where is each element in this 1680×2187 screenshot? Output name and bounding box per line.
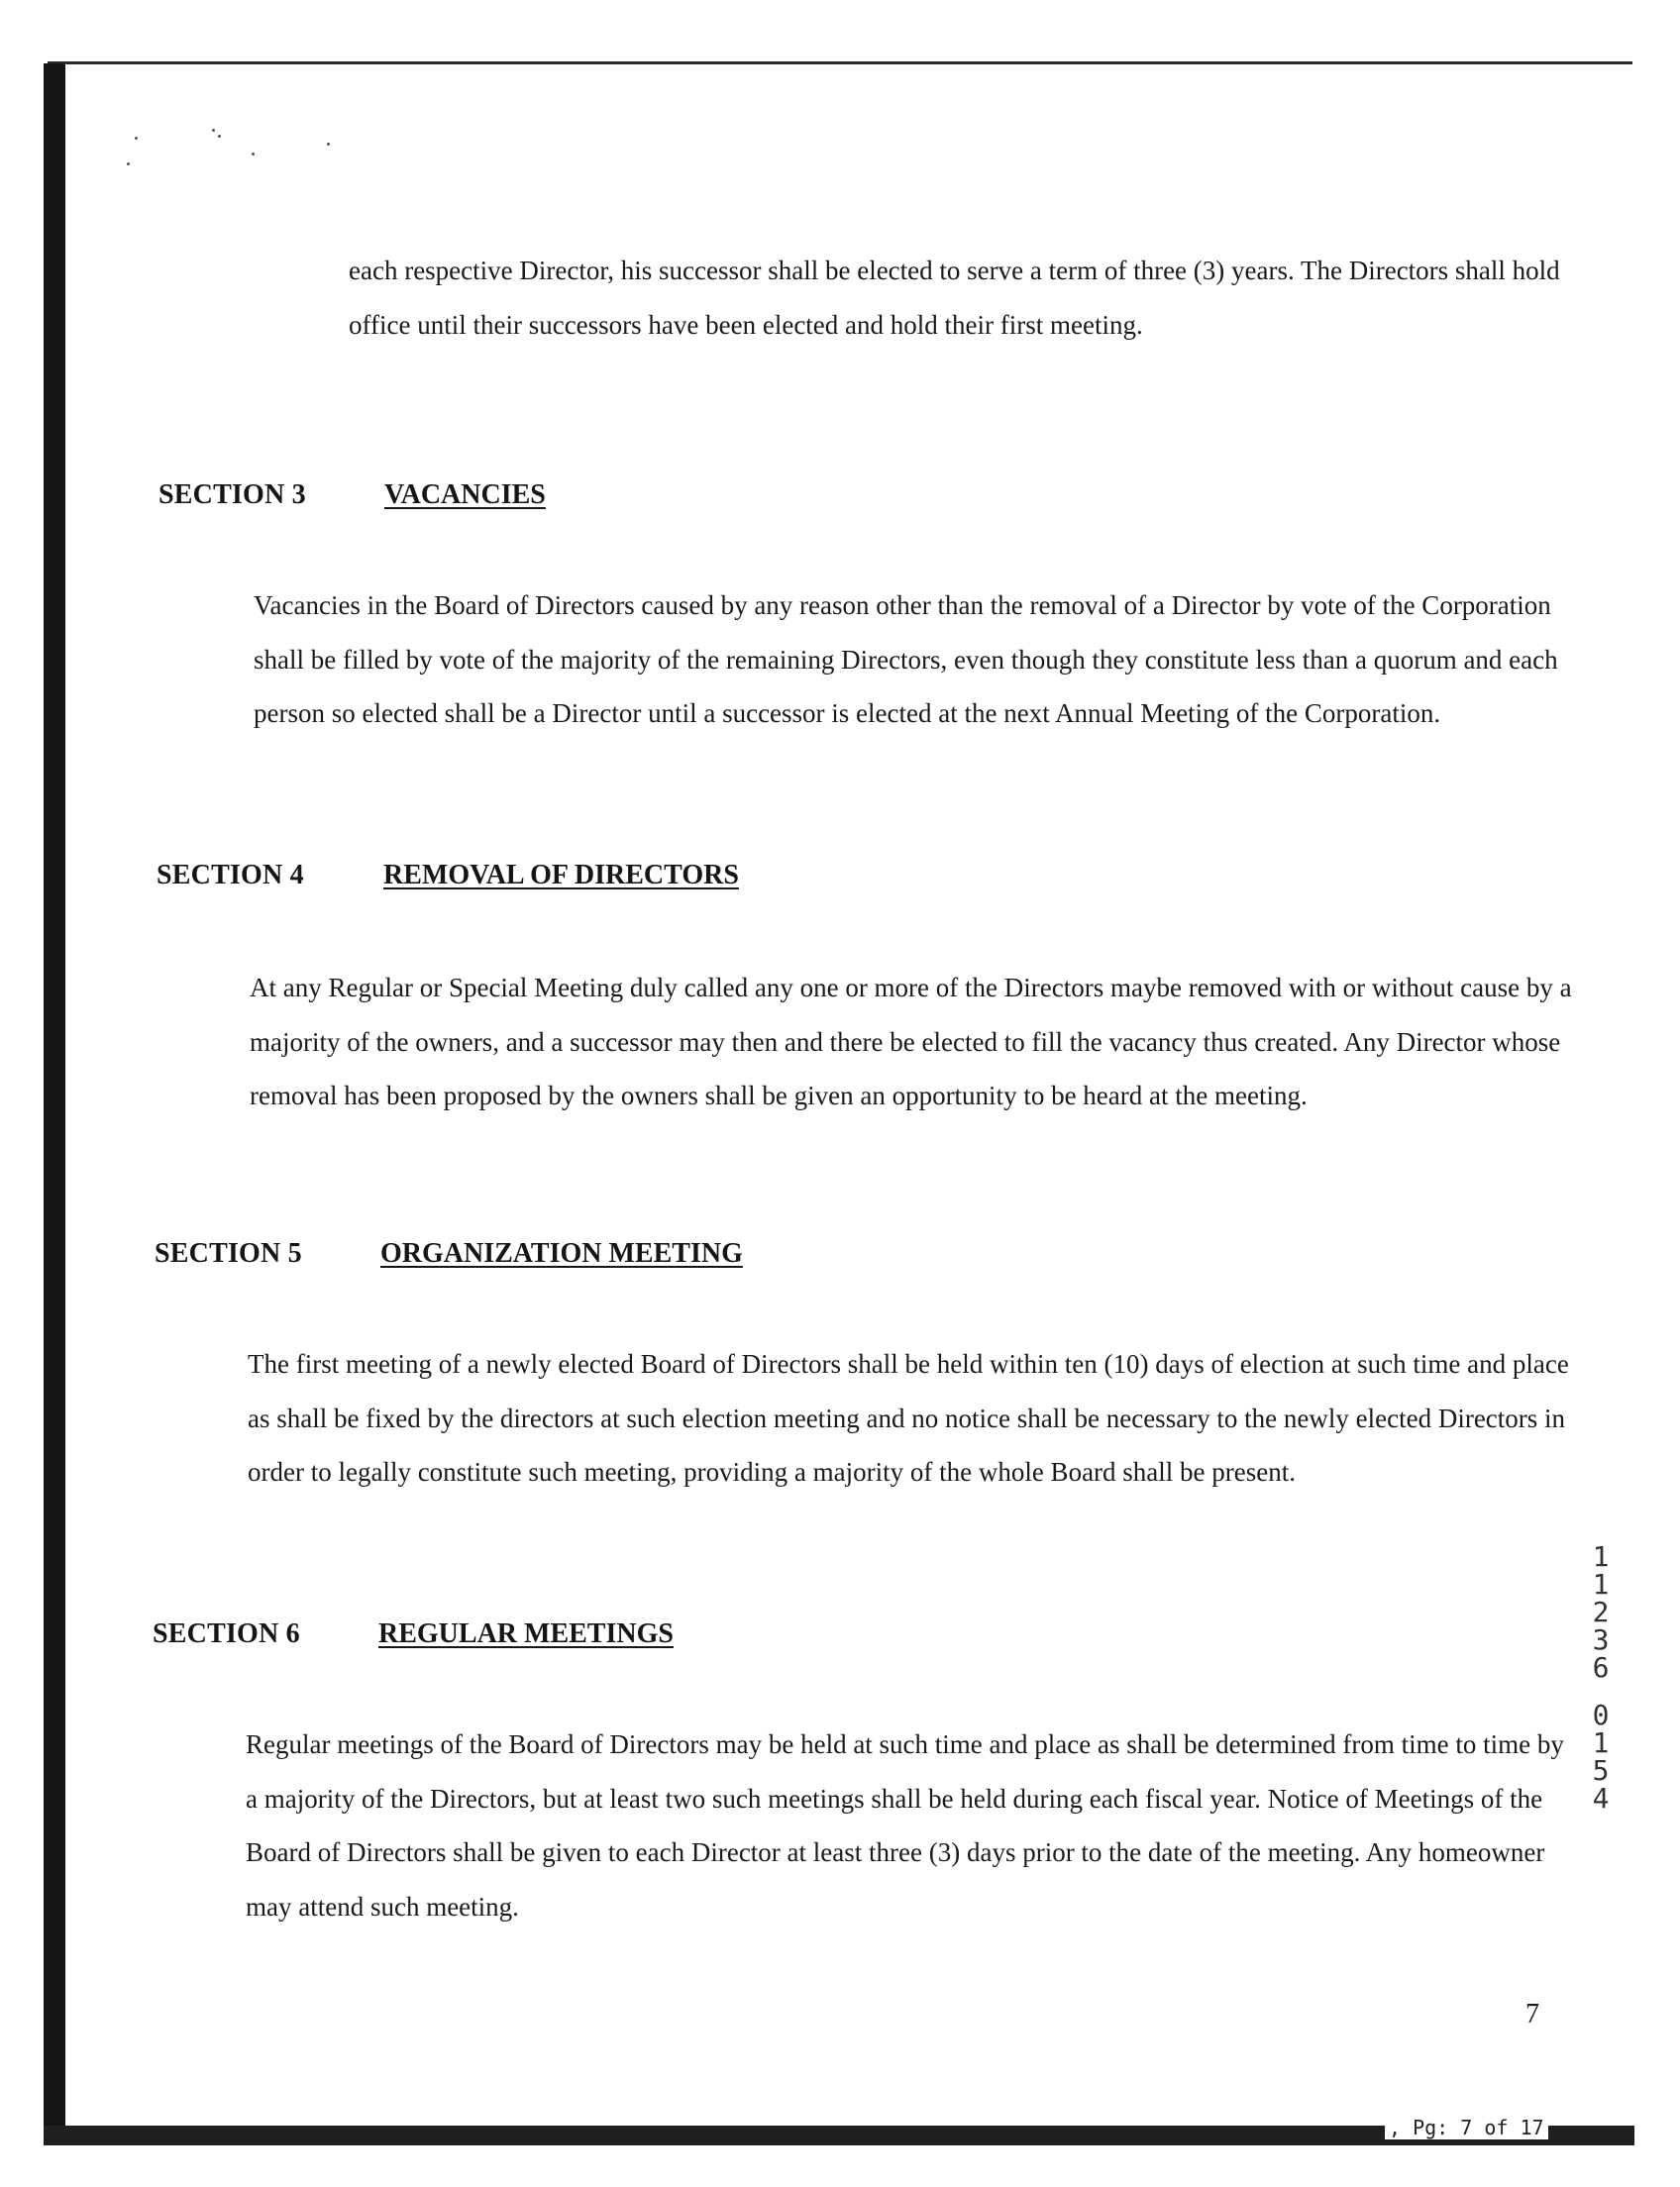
stamp-digit: 1	[1592, 1540, 1610, 1573]
section-4-title: REMOVAL OF DIRECTORS	[383, 860, 739, 890]
section-3-number: SECTION 3	[158, 479, 306, 510]
book-page-stamp	[1590, 1540, 1612, 1815]
section-5-number: SECTION 5	[155, 1238, 302, 1269]
section-3-title: VACANCIES	[384, 479, 546, 510]
stamp-digit: 1	[1592, 1726, 1610, 1759]
section-6-number: SECTION 6	[153, 1618, 300, 1649]
stamp-digit: 4	[1592, 1782, 1610, 1815]
stamp-digit: 5	[1592, 1754, 1610, 1787]
stamp-digit: 0	[1592, 1699, 1610, 1731]
section-4-number: SECTION 4	[157, 860, 304, 890]
stamp-digit: 6	[1592, 1651, 1610, 1684]
section-3-body: Vacancies in the Board of Directors caused by any reason other than the removal of a Director by vote of the Corporation shall be filled by vote of the majority of the remaining Directors, even though they constitute less than a quorum and each person so elected shall be a Director until a successor is elected at the next Annual Meeting of the Corporation.	[254, 590, 1558, 728]
section-5-title: ORGANIZATION MEETING	[380, 1238, 743, 1269]
stamp-digit: 3	[1592, 1623, 1610, 1656]
stamp-digit: 1	[1592, 1568, 1610, 1601]
section-5-body: The first meeting of a newly elected Board of Directors shall be held within ten (10) days of election at such time and place as shall be fixed by the directors at such election meeting and no notice shall be necessary to the newly elected Directors in order to legally constitute such meeting, providing a majority of the whole Board shall be present.	[248, 1349, 1569, 1487]
page-number: 7	[1525, 1999, 1539, 2030]
top-border-line	[48, 61, 1632, 64]
section-6-body: Regular meetings of the Board of Directors may be held at such time and place as shall be determined from time to time by a majority of the Directors, but at least two such meetings shall be held during each fiscal year. Notice of Meetings of the Board of Directors shall be given to each Director at least three (3) days prior to the date of the meeting. Any homeowner may attend such meeting.	[246, 1729, 1564, 1922]
page-count-stamp: , Pg: 7 of 17	[1385, 2116, 1548, 2139]
section-4-body: At any Regular or Special Meeting duly called any one or more of the Directors maybe removed with or without cause by a majority of the owners, and a successor may then and there be elected to fill the vacancy thus created. Any Director whose removal has been proposed by the owners shall be given an opportunity to be heard at the meeting.	[250, 973, 1572, 1110]
section-6-title: REGULAR MEETINGS	[378, 1618, 674, 1649]
continuation-paragraph: each respective Director, his successor shall be elected to serve a term of three (3) years. The Directors shall hold office until their successors have been elected and hold their first meeting.	[349, 256, 1560, 340]
left-scan-edge	[44, 63, 65, 2135]
scan-specks	[119, 129, 357, 168]
stamp-digit: 2	[1592, 1596, 1610, 1628]
